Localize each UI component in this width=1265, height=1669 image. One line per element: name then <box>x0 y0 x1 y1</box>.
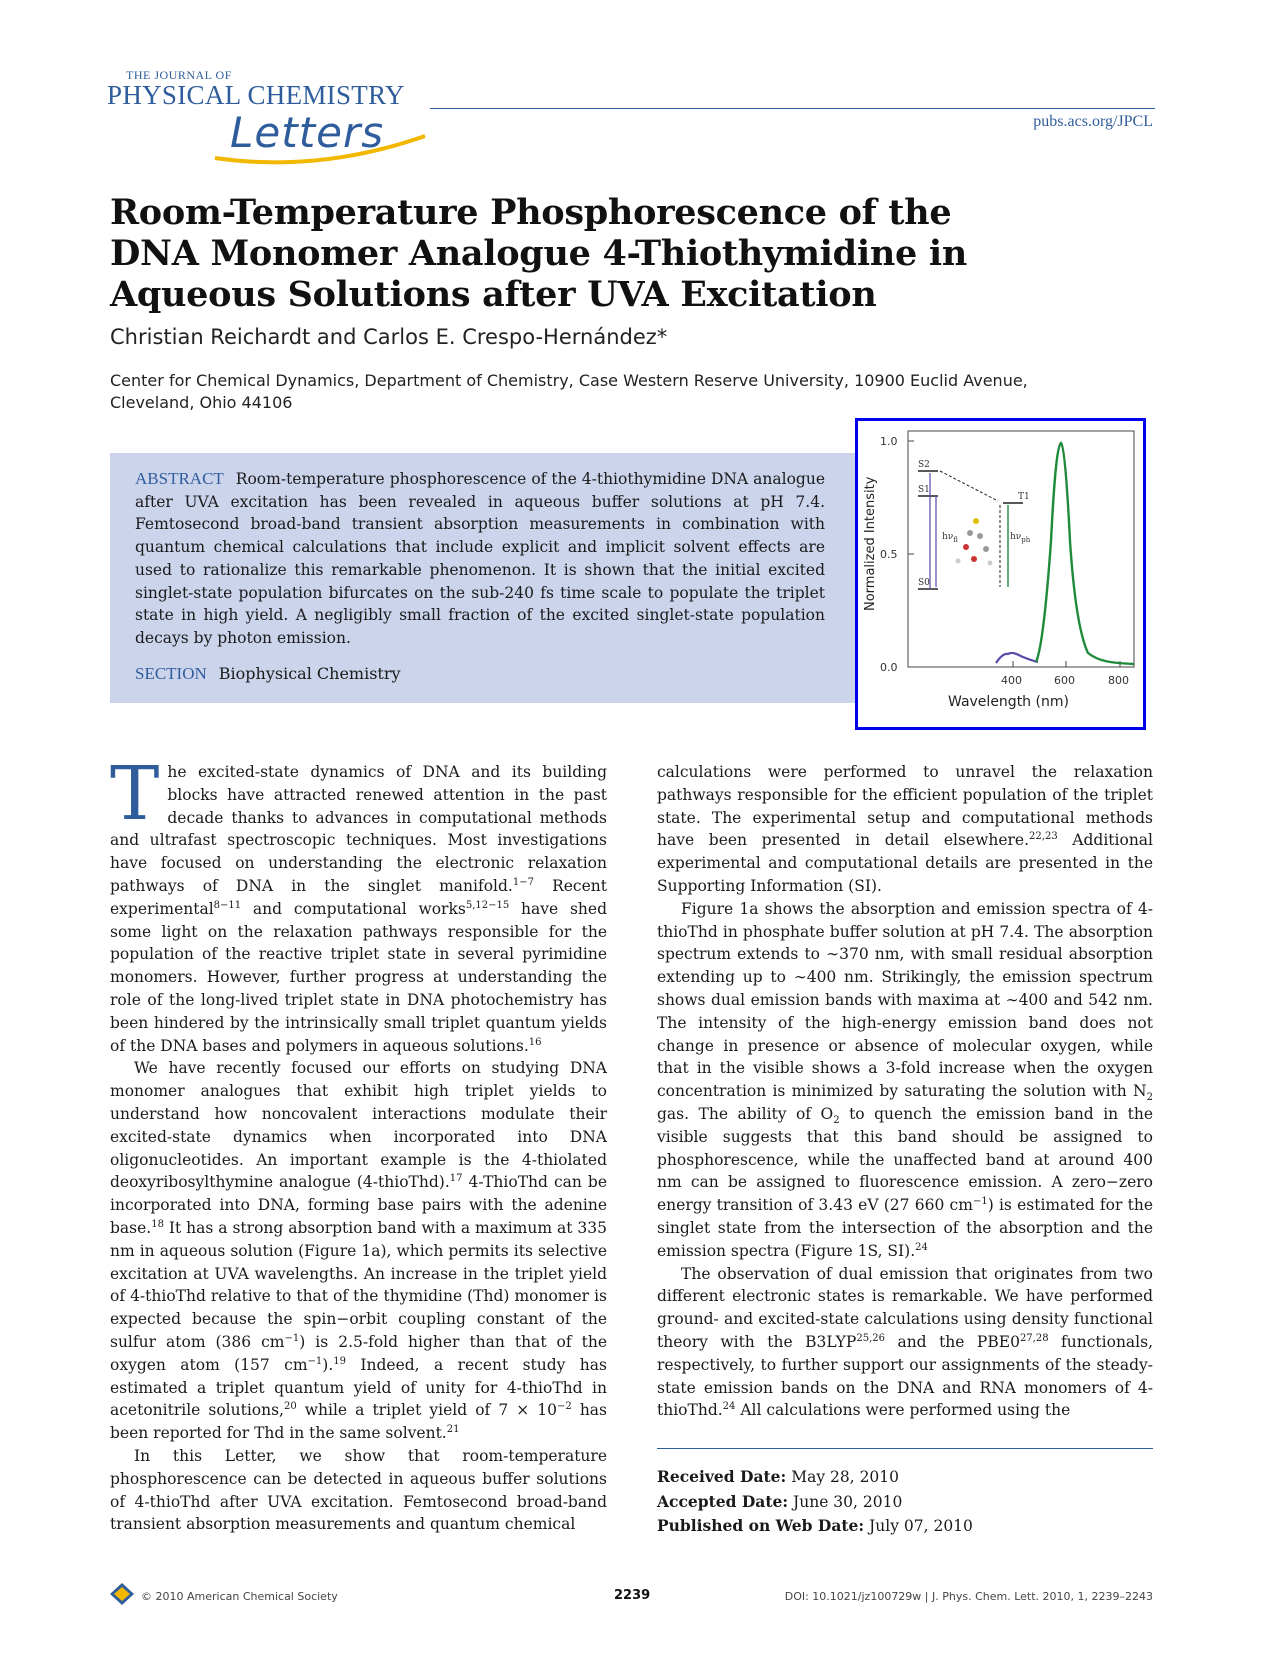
y-tick-label-05: 0.5 <box>880 548 898 561</box>
journal-logo-small-text: THE JOURNAL OF <box>126 68 232 82</box>
journal-url-link[interactable]: pubs.acs.org/JPCL <box>1033 113 1153 130</box>
body-paragraph: We have recently focused our efforts on studying DNA monomer analogues that exhibit high triplet yields to understand how noncovalent interactions modulate their excited-state dynamics when incorporated into DNA oligonucleotides. An important example is the 4-thiolated deoxyribosylthymine analogue (4-thioThd).$^{17}$ 4-ThioThd can be incorporated into DNA, forming base pairs with the adenine base.$^{18}$ It has a strong absorption band with a maximum at 335 nm in aqueous solution (Figure 1a), which permits its selective excitation at UVA wavelengths. An increase in the triplet yield of 4-thioThd relative to that of the thymidine (Thd) monomer is expected because the spin−orbit coupling constant of the sulfur atom (386 $cm^{-1}$) is 2.5-fold higher than that of the oxygen atom (157 $cm^{-1}).^{19}$ Indeed, a recent study has estimated a triplet quantum yield of unity for 4-thioThd in acetonitrile solutions,$^{20}$ while a triplet yield of $7 \times 10^{-2}$ has been reported for Thd in the same solvent.$^{21}$ <box>110 1059 607 1443</box>
y-axis-label: Normalized Intensity <box>863 476 878 611</box>
abstract-text <box>135 468 825 650</box>
jablonski-inset <box>916 459 1031 599</box>
acs-logo-icon <box>108 1581 136 1607</box>
footer-page-number: 2239 <box>614 1588 651 1603</box>
x-tick-label-400: 400 <box>1001 674 1022 687</box>
toc-figure-plot <box>858 421 1143 727</box>
dropcap: T <box>110 751 160 837</box>
article-affiliation: Center for Chemical Dynamics, Department of Chemistry, Case Western Reserve University, 10900 Euclid Avenue, Cleveland, Ohio 44106 <box>110 371 1028 412</box>
article-title: Room-Temperature Phosphorescence of the DNA Monomer Analogue 4-Thiothymidine in Aqueous Solutions after UVA Excitation <box>110 192 967 315</box>
body-paragraph: Figure 1a shows the absorption and emission spectra of 4-thioThd in phosphate buffer solution at pH 7.4. The absorption spectrum extends to ∼370 nm, with small residual absorption extending up to ∼400 nm. Strikingly, the emission spectrum shows dual emission bands with maxima at ∼400 and 542 nm. The intensity of the high-energy emission band does not change in presence or absence of molecular oxygen, while that in the visible shows a 3-fold increase when the oxygen concentration is minimized by saturating the solution with $N_2$ gas. The ability of $O_2$ to quench the emission band in the visible suggests that this band should be assigned to phosphorescence, while the unaffected band at around 400 nm can be assigned to fluorescence emission. A zero−zero energy transition of 3.43 eV (27 660 $cm^{-1}$) is estimated for the singlet state from the intersection of the absorption and the emission spectra (Figure 1S, SI).$^{24}$ <box>657 899 1153 1260</box>
toc-figure <box>855 418 1146 730</box>
published-date: July 07, 2010 <box>869 1517 973 1535</box>
received-date: May 28, 2010 <box>791 1468 900 1486</box>
y-tick-label-0: 0.0 <box>880 661 898 674</box>
body-paragraph: In this Letter, we show that room-temperature phosphorescence can be detected in aqueous buffer solutions of 4-thioThd after UVA excitation. Femtosecond broad-band transient absorption measurements and quantum chemical <box>110 1446 607 1534</box>
article-authors: Christian Reichardt and Carlos E. Crespo-Hernández* <box>110 325 668 349</box>
abstract-body: Room-temperature phosphorescence of the 4-thiothymidine DNA analogue after UVA excitation has been revealed in aqueous buffer solutions at pH 7.4. Femtosecond broad-band transient absorption measurements in combination with quantum chemical calculations that include explicit and implicit solvent effects are used to rationalize this remarkable phenomenon. It is shown that the initial excited singlet-state population bifurcates on the sub-240 fs time scale to populate the triplet state in high yield. A negligibly small fraction of the excited singlet-state population decays by photon emission. <box>135 470 825 647</box>
article-dates: Received Date: May 28, 2010 Accepted Date: June 30, 2010 Published on Web Date: July 07, 2010 <box>657 1467 973 1535</box>
section-value: Biophysical Chemistry <box>218 664 401 683</box>
dates-rule <box>657 1448 1153 1449</box>
body-left-column <box>110 751 607 1536</box>
abstract-label: ABSTRACT <box>135 469 224 488</box>
accepted-date: June 30, 2010 <box>793 1492 903 1511</box>
section-label: SECTION <box>135 664 207 683</box>
abstract-section <box>135 664 401 684</box>
header-rule <box>430 108 1155 109</box>
y-tick-label-1: 1.0 <box>880 435 898 448</box>
hv-fl-label: $h\nu_{fl}$ <box>942 532 958 544</box>
fluorescence-curve <box>996 653 1038 663</box>
footer-doi[interactable]: DOI: 10.1021/jz100729w | J. Phys. Chem. Lett. 2010, 1, 2239–2243 <box>784 1590 1153 1603</box>
body-paragraph: calculations were performed to unravel the relaxation pathways responsible for the efficient population of the triplet state. The experimental setup and computational methods have been presented in detail elsewhere.$^{22,23}$ Additional experimental and computational details are presented in the Supporting Information (SI). <box>657 763 1153 895</box>
state-label-s2: S2 <box>918 460 930 470</box>
x-tick-label-800: 800 <box>1108 674 1129 687</box>
journal-logo-letters: Letters <box>230 108 385 157</box>
hv-ph-label: $h\nu_{ph}$ <box>1010 532 1031 544</box>
body-paragraph: The excited-state dynamics of DNA and its building blocks have attracted renewed attention in the past decade thanks to advances in computational methods and ultrafast spectroscopic techniques. Most investigations have focused on understanding the electronic relaxation pathways of DNA in the singlet manifold.$^{1-7}$ Recent experimental$^{8-11}$ and computational works$^{5,12-15}$ have shed some light on the relaxation pathways responsible for the population of the reactive triplet state in several pyrimidine monomers. However, further progress at understanding the role of the long-lived triplet state in DNA photochemistry has been hindered by the intrinsically small triplet quantum yields of the DNA bases and polymers in aqueous solutions.$^{16}$ <box>110 751 607 1055</box>
x-tick-label-600: 600 <box>1054 674 1075 687</box>
body-right-column <box>657 761 1153 1422</box>
footer-copyright: © 2010 American Chemical Society <box>141 1590 338 1603</box>
body-paragraph: The observation of dual emission that originates from two different electronic states is remarkable. We have performed ground- and excited-state calculations using density functional theory with the B3LYP$^{25,26}$ and the PBE0$^{27,28}$ functionals, respectively, to further support our assignments of the steady-state emission bands on the DNA and RNA monomers of 4-thioThd.$^{24}$ All calculations were performed using the <box>657 1264 1154 1420</box>
state-label-t1: T1 <box>1018 492 1030 502</box>
journal-logo-main-text: PHYSICAL CHEMISTRY <box>107 80 405 110</box>
state-label-s1: S1 <box>918 485 930 495</box>
state-label-s0: S0 <box>918 578 930 588</box>
phosphorescence-curve <box>1036 443 1134 664</box>
x-axis-label: Wavelength (nm) <box>948 694 1069 710</box>
